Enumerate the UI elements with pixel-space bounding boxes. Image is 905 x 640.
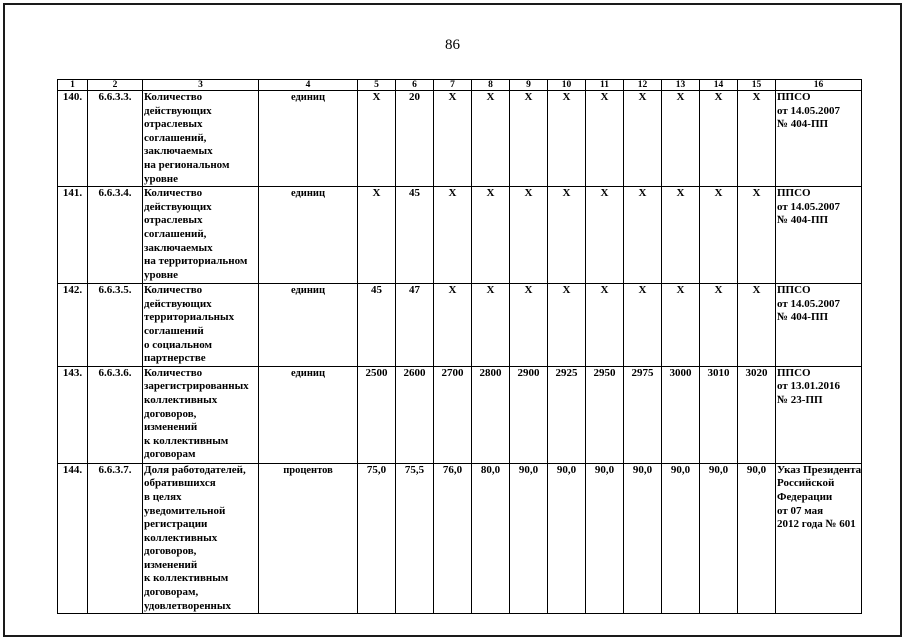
source-line: Федерации: [777, 490, 833, 503]
value-cell: X: [662, 91, 700, 187]
source-line: от 14.05.2007: [777, 104, 841, 117]
indicator-code: 6.6.3.5.: [88, 284, 143, 367]
indicator-name-line: действующих: [144, 104, 212, 117]
source-line: ППСО: [777, 91, 811, 103]
source-document: [776, 366, 862, 463]
value-cell: 2900: [510, 366, 548, 463]
unit-of-measure: единиц: [259, 366, 358, 463]
source-document: [776, 91, 862, 187]
source-line: ППСО: [777, 284, 811, 297]
indicator-name-line: обратившихся: [144, 477, 216, 490]
column-number-8: 8: [472, 80, 510, 91]
source-line: № 404-ПП: [777, 214, 829, 227]
column-number-16: 16: [776, 80, 862, 91]
indicator-name-line: соглашений: [144, 324, 204, 337]
indicator-name-line: на региональном: [144, 158, 230, 171]
source-line: от 07 мая: [777, 504, 824, 517]
value-cell: X: [472, 187, 510, 284]
page-number: 86: [445, 37, 460, 53]
value-cell: 45: [396, 187, 434, 284]
indicator-name-line: договорам,: [144, 586, 199, 599]
source-document: [776, 463, 862, 614]
value-cell: X: [510, 284, 548, 367]
source-line: № 23-ПП: [777, 393, 823, 406]
indicator-name-line: уведомительной: [144, 504, 226, 517]
indicator-name-line: договоров,: [144, 407, 197, 420]
source-document: [776, 284, 862, 367]
value-cell: X: [586, 91, 624, 187]
indicator-name-line: территориальных: [144, 311, 235, 324]
value-cell: 80,0: [472, 463, 510, 614]
indicator-name: [143, 187, 259, 284]
value-cell: X: [700, 91, 738, 187]
indicators-table: [57, 79, 862, 614]
indicator-name-line: действующих: [144, 297, 212, 310]
value-cell: 90,0: [624, 463, 662, 614]
value-cell: X: [472, 91, 510, 187]
source-line: от 14.05.2007: [777, 200, 841, 213]
indicator-name: [143, 463, 259, 614]
source-document: [776, 187, 862, 284]
value-cell: X: [700, 284, 738, 367]
value-cell: 76,0: [434, 463, 472, 614]
source-line: Указ Президента: [777, 463, 862, 476]
indicator-name-line: соглашений,: [144, 131, 207, 144]
value-cell: 90,0: [586, 463, 624, 614]
row-number: 141.: [58, 187, 88, 284]
indicator-code: 6.6.3.6.: [88, 366, 143, 463]
row-number: 142.: [58, 284, 88, 367]
table-row: [58, 284, 862, 367]
indicator-name-line: уровне: [144, 268, 179, 281]
source-line: от 13.01.2016: [777, 380, 841, 393]
indicator-code: 6.6.3.3.: [88, 91, 143, 187]
column-number-6: 6: [396, 80, 434, 91]
unit-of-measure: единиц: [259, 187, 358, 284]
value-cell: X: [738, 187, 776, 284]
indicator-name-line: коллективных: [144, 531, 218, 544]
value-cell: 90,0: [738, 463, 776, 614]
table-row: [58, 463, 862, 614]
value-cell: 3010: [700, 366, 738, 463]
unit-of-measure: процентов: [259, 463, 358, 614]
value-cell: X: [548, 187, 586, 284]
indicator-name: [143, 91, 259, 187]
column-number-3: 3: [143, 80, 259, 91]
value-cell: X: [662, 187, 700, 284]
indicator-name: [143, 366, 259, 463]
column-number-11: 11: [586, 80, 624, 91]
value-cell: 2975: [624, 366, 662, 463]
value-cell: 90,0: [510, 463, 548, 614]
value-cell: 75,5: [396, 463, 434, 614]
source-line: 2012 года № 601: [777, 518, 856, 531]
indicator-name-line: заключаемых: [144, 145, 213, 158]
source-line: от 14.05.2007: [777, 297, 841, 310]
column-number-10: 10: [548, 80, 586, 91]
value-cell: X: [738, 284, 776, 367]
source-line: ППСО: [777, 187, 811, 200]
value-cell: X: [700, 187, 738, 284]
indicator-name-line: зарегистрированных: [144, 380, 249, 393]
value-cell: X: [624, 187, 662, 284]
value-cell: X: [738, 91, 776, 187]
row-number: 140.: [58, 91, 88, 187]
column-number-12: 12: [624, 80, 662, 91]
indicator-name-line: договорам: [144, 448, 196, 461]
table-row: [58, 366, 862, 463]
unit-of-measure: единиц: [259, 91, 358, 187]
indicator-name-line: соглашений,: [144, 227, 207, 240]
indicator-name-line: уровне: [144, 172, 179, 185]
indicator-name-line: на территориальном: [144, 255, 248, 268]
value-cell: X: [434, 91, 472, 187]
indicator-name-line: отраслевых: [144, 118, 203, 131]
value-cell: 3000: [662, 366, 700, 463]
row-number: 144.: [58, 463, 88, 614]
value-cell: X: [586, 187, 624, 284]
source-line: Российской: [777, 477, 835, 490]
value-cell: X: [510, 187, 548, 284]
source-line: ППСО: [777, 366, 811, 379]
indicator-name: [143, 284, 259, 367]
indicator-name-line: заключаемых: [144, 241, 213, 254]
value-cell: 75,0: [358, 463, 396, 614]
indicator-name-line: удовлетворенных: [144, 599, 231, 612]
column-number-14: 14: [700, 80, 738, 91]
column-number-1: 1: [58, 80, 88, 91]
source-line: № 404-ПП: [777, 118, 829, 131]
value-cell: X: [510, 91, 548, 187]
value-cell: X: [586, 284, 624, 367]
indicator-name-line: в целях: [144, 490, 182, 503]
value-cell: 2800: [472, 366, 510, 463]
column-number-13: 13: [662, 80, 700, 91]
indicator-name-line: регистрации: [144, 518, 208, 531]
indicator-code: 6.6.3.4.: [88, 187, 143, 284]
indicator-name-line: договоров,: [144, 545, 197, 558]
value-cell: 2950: [586, 366, 624, 463]
column-number-7: 7: [434, 80, 472, 91]
column-number-row: [58, 80, 862, 91]
indicator-name-line: изменений: [144, 421, 198, 434]
value-cell: X: [434, 284, 472, 367]
indicator-name-line: коллективных: [144, 393, 218, 406]
table-body: [58, 91, 862, 614]
value-cell: 3020: [738, 366, 776, 463]
indicator-name-line: действующих: [144, 200, 212, 213]
indicator-name-line: изменений: [144, 558, 198, 571]
indicator-name-line: партнерстве: [144, 352, 206, 365]
value-cell: 2700: [434, 366, 472, 463]
value-cell: 2925: [548, 366, 586, 463]
indicator-code: 6.6.3.7.: [88, 463, 143, 614]
indicator-name-line: Количество: [144, 366, 203, 379]
value-cell: X: [358, 187, 396, 284]
value-cell: X: [624, 91, 662, 187]
value-cell: X: [662, 284, 700, 367]
indicator-name-line: Доля работодателей,: [144, 463, 246, 476]
indicator-name-line: отраслевых: [144, 214, 203, 227]
value-cell: 90,0: [662, 463, 700, 614]
column-number-15: 15: [738, 80, 776, 91]
value-cell: 90,0: [548, 463, 586, 614]
source-line: № 404-ПП: [777, 311, 829, 324]
value-cell: X: [358, 91, 396, 187]
value-cell: 2600: [396, 366, 434, 463]
value-cell: X: [548, 284, 586, 367]
value-cell: 2500: [358, 366, 396, 463]
value-cell: 47: [396, 284, 434, 367]
indicator-name-line: к коллективным: [144, 572, 229, 585]
value-cell: 45: [358, 284, 396, 367]
column-number-4: 4: [259, 80, 358, 91]
indicator-name-line: к коллективным: [144, 434, 229, 447]
value-cell: X: [434, 187, 472, 284]
value-cell: 90,0: [700, 463, 738, 614]
indicator-name-line: Количество: [144, 187, 203, 200]
column-number-2: 2: [88, 80, 143, 91]
unit-of-measure: единиц: [259, 284, 358, 367]
value-cell: 20: [396, 91, 434, 187]
row-number: 143.: [58, 366, 88, 463]
column-number-5: 5: [358, 80, 396, 91]
table-row: [58, 91, 862, 187]
indicator-name-line: Количество: [144, 284, 203, 297]
indicator-name-line: о социальном: [144, 338, 213, 351]
table-row: [58, 187, 862, 284]
value-cell: X: [624, 284, 662, 367]
value-cell: X: [472, 284, 510, 367]
indicator-name-line: Количество: [144, 91, 203, 103]
value-cell: X: [548, 91, 586, 187]
column-number-9: 9: [510, 80, 548, 91]
